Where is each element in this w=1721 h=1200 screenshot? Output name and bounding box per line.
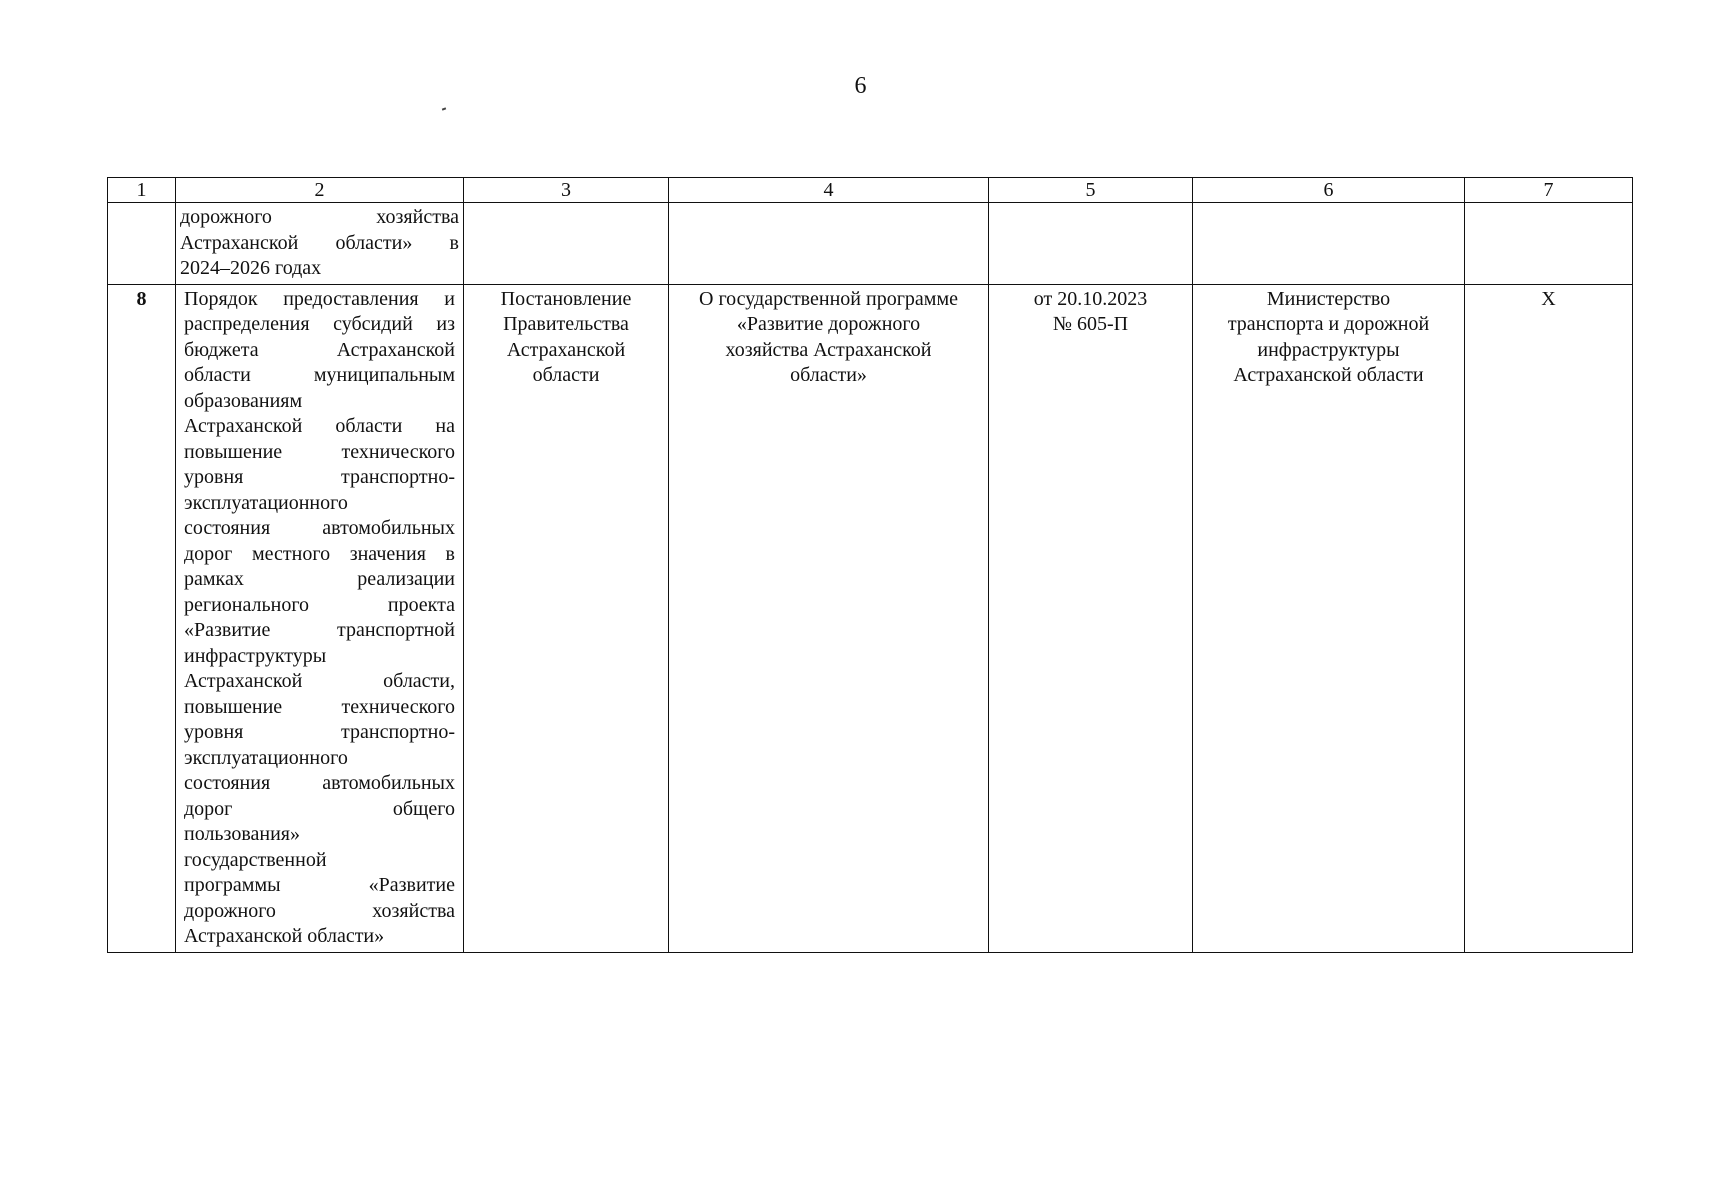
authority-cell [1193, 284, 1465, 952]
document-name-cell [669, 284, 989, 952]
title-line: бюджета Астраханской [184, 338, 455, 361]
doc-name-line: хозяйства Астраханской [725, 338, 932, 361]
title-line: программы «Развитие [184, 874, 455, 896]
title-line: повышение технического [184, 440, 455, 463]
doc-type-line: области [532, 364, 600, 386]
title-line: «Развитие транспортной [184, 619, 455, 641]
table-row [108, 284, 1633, 952]
document-name-cell [669, 203, 989, 285]
document-date-cell [989, 284, 1193, 952]
authority-cell [1193, 203, 1465, 285]
doc-name-line: О государственной программе [699, 287, 958, 310]
scan-speck [442, 107, 446, 110]
column-header: 3 [464, 178, 669, 203]
title-lines [176, 285, 463, 952]
authority-line: Министерство [1266, 287, 1391, 310]
doc-type-line: Постановление [500, 287, 632, 310]
row-number-cell [108, 203, 176, 285]
title-line: Астраханской области» [184, 925, 385, 947]
title-line: повышение технического [184, 695, 455, 718]
authority-line: транспорта и дорожной [1227, 313, 1430, 335]
title-line: эксплуатационного [184, 491, 348, 514]
title-line: 2024–2026 годах [180, 257, 322, 279]
title-line: Астраханской области, [184, 670, 455, 692]
title-line: дорог местного значения в [184, 542, 455, 565]
title-line: Порядок предоставления и [184, 287, 455, 310]
column-header: 7 [1465, 178, 1633, 203]
title-line: Астраханской области» в [180, 231, 459, 254]
doc-type-line: Астраханской [506, 338, 626, 361]
page-number: 6 [854, 73, 867, 99]
title-line: эксплуатационного [184, 746, 348, 769]
table-row [108, 203, 1633, 285]
title-line: состояния автомобильных [184, 772, 455, 794]
document-type-cell [464, 203, 669, 285]
doc-number-line: № 605-П [1052, 313, 1129, 335]
column-header: 2 [176, 178, 464, 203]
authority-line: Астраханской области [1233, 364, 1424, 386]
title-line: дорожного хозяйства [184, 899, 455, 922]
document-title-cell [176, 284, 464, 952]
document-table [107, 177, 1633, 953]
title-line: регионального проекта [184, 593, 455, 616]
title-line: пользования» [184, 823, 300, 845]
doc-name-line: «Развитие дорожного [736, 313, 921, 335]
title-line: уровня транспортно- [184, 466, 455, 488]
document-type-cell [464, 284, 669, 952]
column-header: 5 [989, 178, 1193, 203]
title-line: образованиям [184, 389, 303, 412]
title-line: дорожного хозяйства [180, 206, 459, 228]
authority-line: инфраструктуры [1257, 338, 1400, 361]
doc-type-line: Правительства [503, 313, 629, 335]
doc-name-line: области» [790, 364, 867, 386]
title-line: инфраструктуры [184, 644, 327, 667]
title-line: рамках реализации [184, 568, 455, 590]
column-header: 6 [1193, 178, 1465, 203]
title-line: распределения субсидий из [184, 313, 455, 335]
column-header: 1 [108, 178, 176, 203]
note-cell [1465, 284, 1633, 952]
column-header: 4 [669, 178, 989, 203]
doc-date-line: от 20.10.2023 [1033, 287, 1148, 310]
title-line: государственной [184, 848, 327, 871]
title-line: области муниципальным [184, 364, 455, 386]
title-line: Астраханской области на [184, 415, 455, 437]
note-mark: Х [1541, 287, 1556, 310]
table-header-row [108, 178, 1633, 203]
title-line: состояния автомобильных [184, 517, 455, 539]
title-line: дорог общего [184, 797, 455, 820]
title-line: уровня транспортно- [184, 721, 455, 743]
document-title-cell [176, 203, 464, 285]
row-number-cell: 8 [108, 284, 176, 952]
document-date-cell [989, 203, 1193, 285]
note-cell [1465, 203, 1633, 285]
